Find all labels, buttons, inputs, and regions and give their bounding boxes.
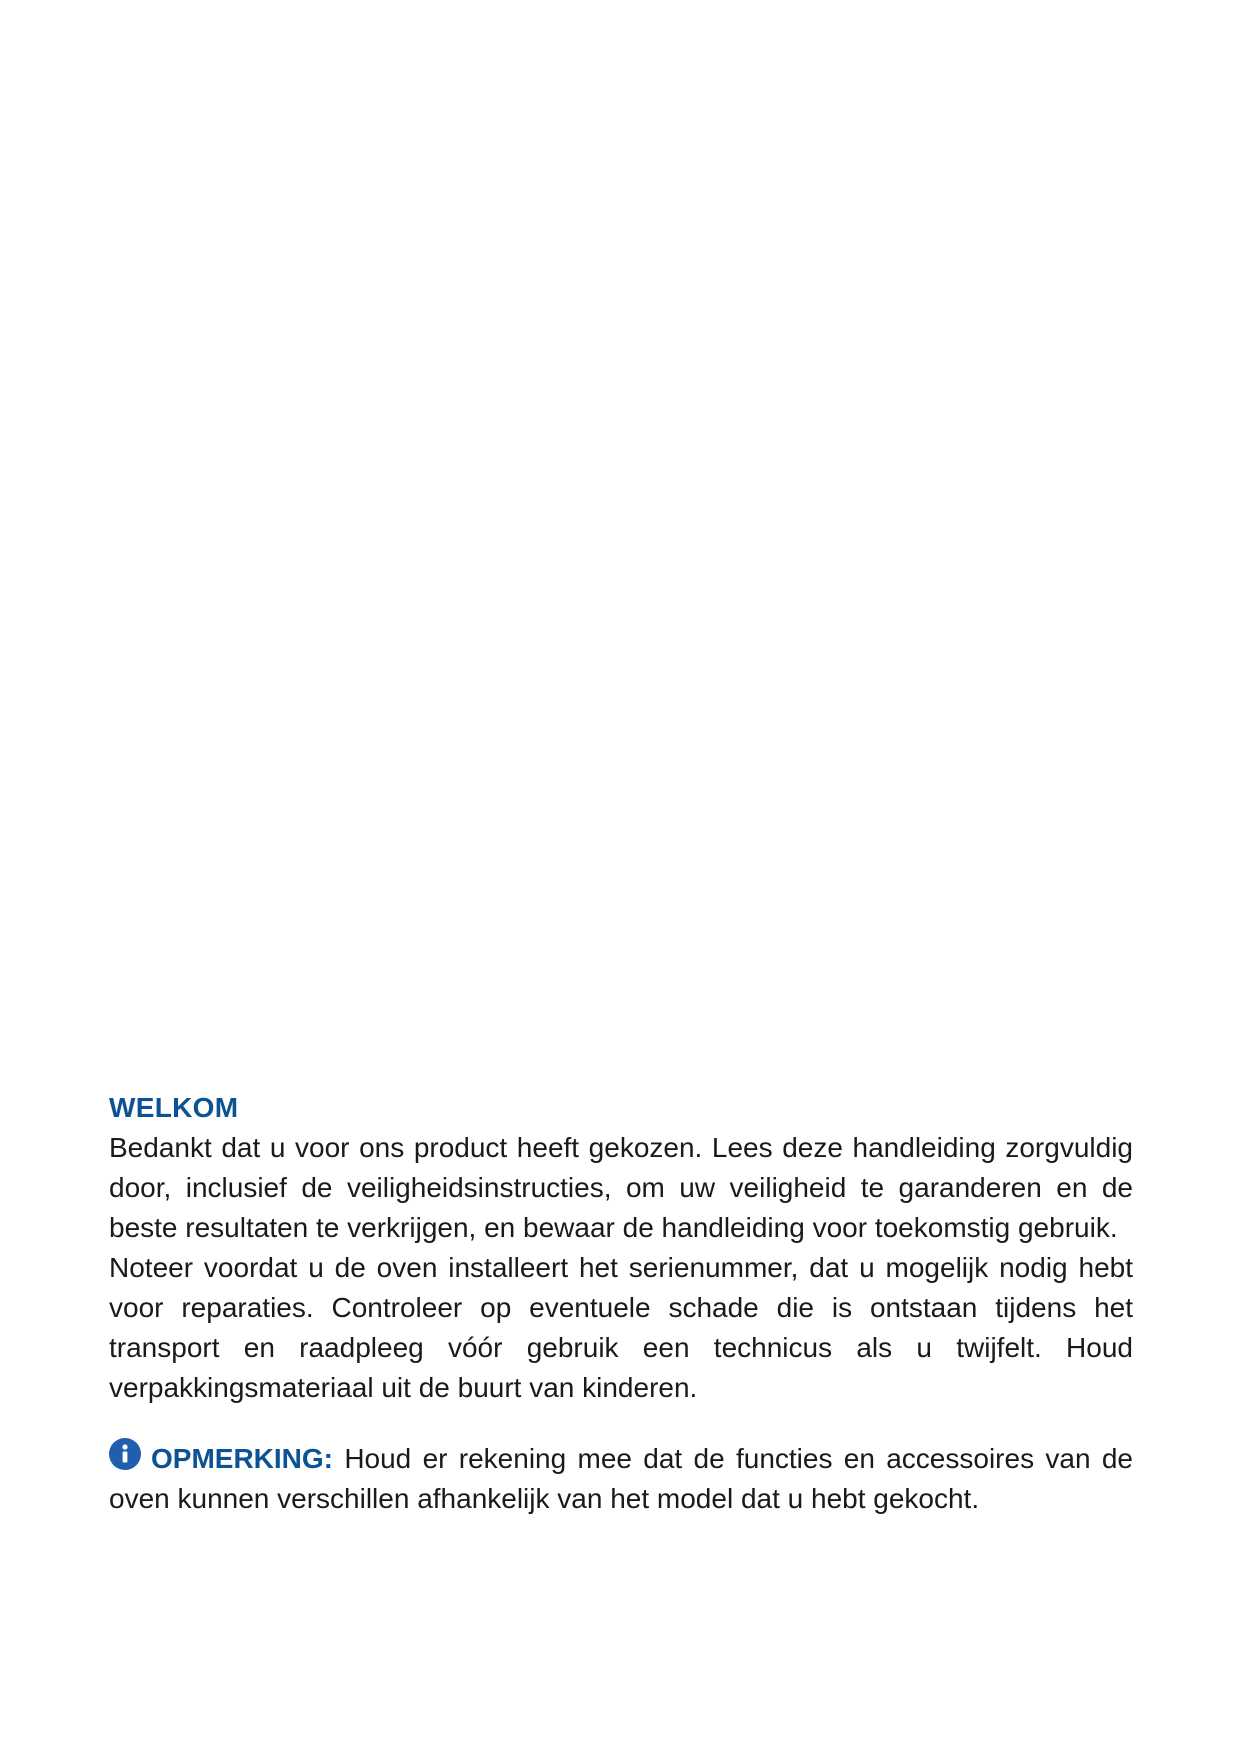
- info-icon: [109, 1438, 141, 1470]
- welcome-paragraph-1: Bedankt dat u voor ons product heeft gekozen. Lees deze handleiding zorgvuldig door, inclusief de veiligheidsinstructies, om uw veiligheid te garanderen en de beste resultaten te verkrijgen, en bewaar de handleiding voor toekomstig gebruik.: [109, 1132, 1133, 1243]
- welcome-paragraph-2: Noteer voordat u de oven installeert het serienummer, dat u mogelijk nodig hebt voor reparaties. Controleer op eventuele schade die is ontstaan tijdens het transport en raadpleeg vóór gebruik een technicus als u twijfelt. Houd verpakkingsmateriaal uit de buurt van kinderen.: [109, 1252, 1133, 1403]
- note-label: OPMERKING:: [151, 1443, 333, 1474]
- welcome-section: [109, 1088, 1133, 1519]
- welcome-heading: WELKOM: [109, 1092, 239, 1123]
- note-block: [109, 1438, 1133, 1519]
- note-text: Houd er rekening mee dat de functies en accessoires van de oven kunnen verschillen afhankelijk van het model dat u hebt gekocht.: [109, 1443, 1133, 1514]
